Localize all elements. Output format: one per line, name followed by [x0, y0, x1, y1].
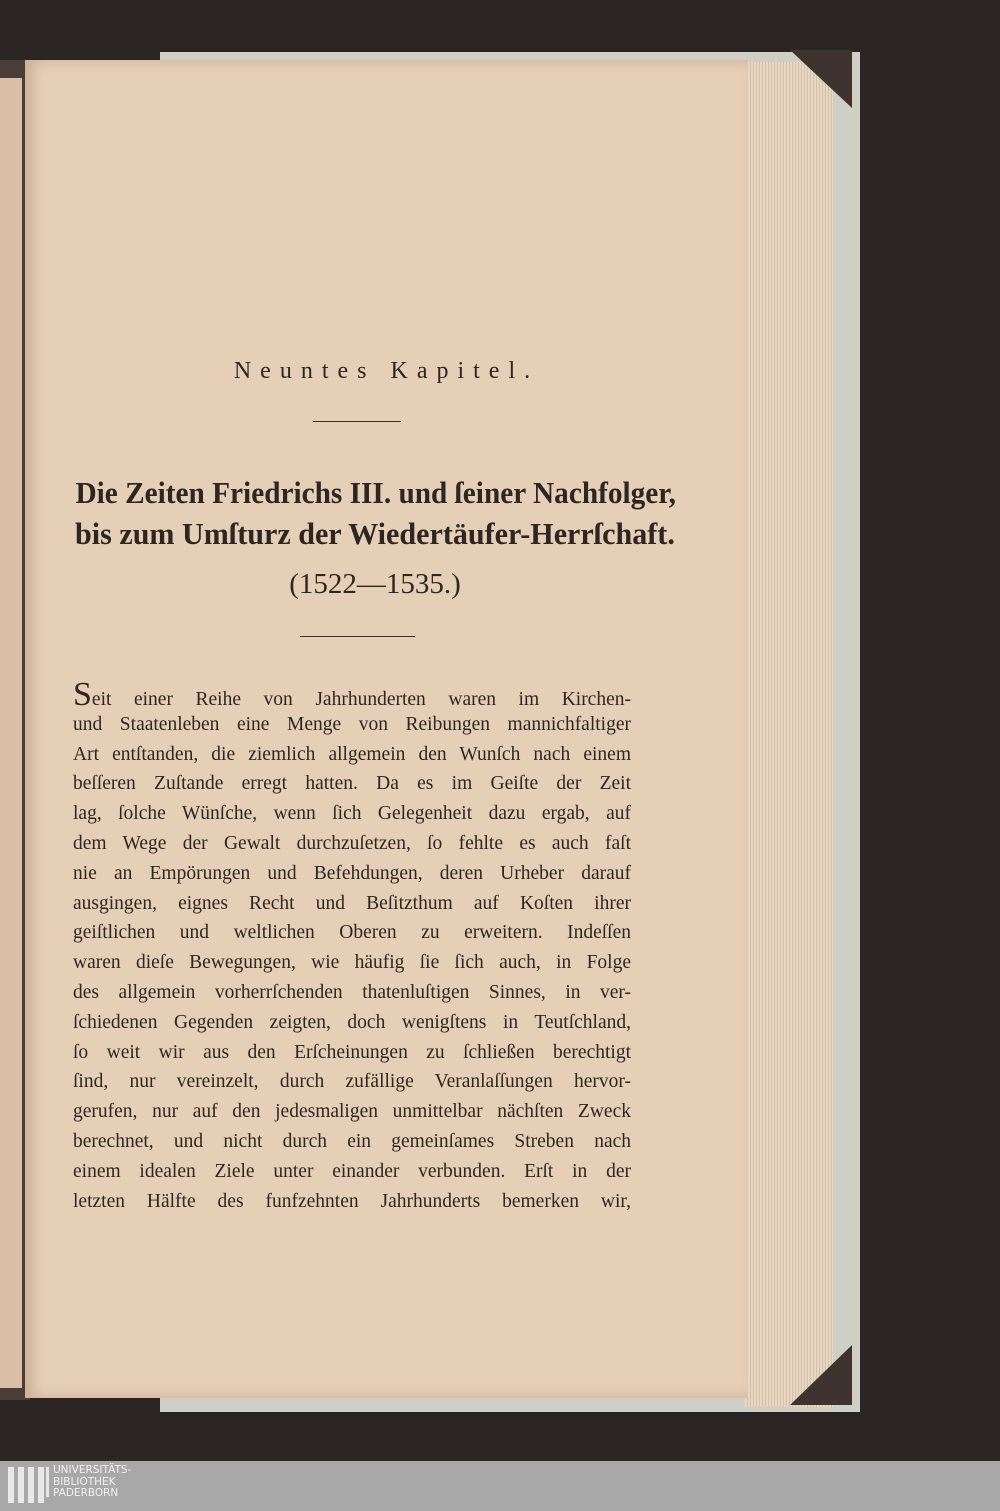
- text-line: waren dieſe Bewegungen, wie häufig ſie ſich auch, in Folge: [73, 952, 631, 974]
- book-page: [25, 60, 748, 1398]
- page-fore-edge: [745, 62, 833, 1407]
- text-line: ſchiedenen Gegenden zeigten, doch wenigſtens in Teutſchland,: [73, 1011, 631, 1033]
- text-line: und Staatenleben eine Menge von Reibungen mannichfaltiger: [73, 713, 631, 735]
- chapter-label: Neuntes Kapitel.: [233, 358, 540, 384]
- text-line: Seit einer Reihe von Jahrhunderten waren im Kirchen-: [73, 676, 631, 713]
- logo-line: BIBLIOTHEK: [53, 1475, 116, 1488]
- logo-line: PADERBORN: [53, 1487, 119, 1499]
- left-page-edge: [0, 78, 22, 1388]
- text-line: geiſtlichen und weltlichen Oberen zu erweitern. Indeſſen: [73, 922, 631, 944]
- text-line: beſſeren Zuſtande erregt hatten. Da es im Geiſte der Zeit: [73, 773, 631, 795]
- divider: [313, 421, 401, 422]
- text-line: lag, ſolche Wünſche, wenn ſich Gelegenheit dazu ergab, auf: [73, 803, 631, 825]
- text-line: dem Wege der Gewalt durchzuſetzen, ſo fehlte es auch faſt: [73, 832, 631, 854]
- text-line: gerufen, nur auf den jedesmaligen unmittelbar nächſten Zweck: [73, 1101, 631, 1123]
- text-line: letzten Hälfte des funfzehnten Jahrhunderts bemerken wir,: [73, 1190, 631, 1212]
- text-line: nie an Empörungen und Befehdungen, deren Urheber darauf: [73, 862, 631, 884]
- chapter-years: (1522—1535.): [289, 568, 461, 600]
- text-line: des allgemein vorherrſchenden thatenluſtigen Sinnes, in ver-: [73, 981, 631, 1003]
- title-line: Die Zeiten Friedrichs III. und ſeiner Nachfolger,: [75, 475, 676, 510]
- text-line: ſo weit wir aus den Erſcheinungen zu ſchließen berechtigt: [73, 1041, 631, 1063]
- text-line: Art entſtanden, die ziemlich allgemein den Wunſch nach einem: [73, 743, 631, 765]
- footer-bar: [0, 1461, 1000, 1511]
- title-line: bis zum Umſturz der Wiedertäufer-Herrſchaft.: [75, 516, 675, 551]
- text-line: ſind, nur vereinzelt, durch zufällige Veranlaſſungen hervor-: [73, 1071, 631, 1093]
- library-logo: [53, 1465, 131, 1500]
- logo-line: UNIVERSITÄTS-: [53, 1464, 132, 1476]
- text-line: ausgingen, eignes Recht und Beſitzthum auf Koſten ihrer: [73, 892, 631, 914]
- text-line: einem idealen Ziele unter einander verbunden. Erſt in der: [73, 1160, 631, 1182]
- text-line: berechnet, und nicht durch ein gemeinſames Streben nach: [73, 1130, 631, 1152]
- body-text: [73, 676, 631, 1216]
- divider: [300, 636, 415, 637]
- chapter-heading: [75, 472, 675, 604]
